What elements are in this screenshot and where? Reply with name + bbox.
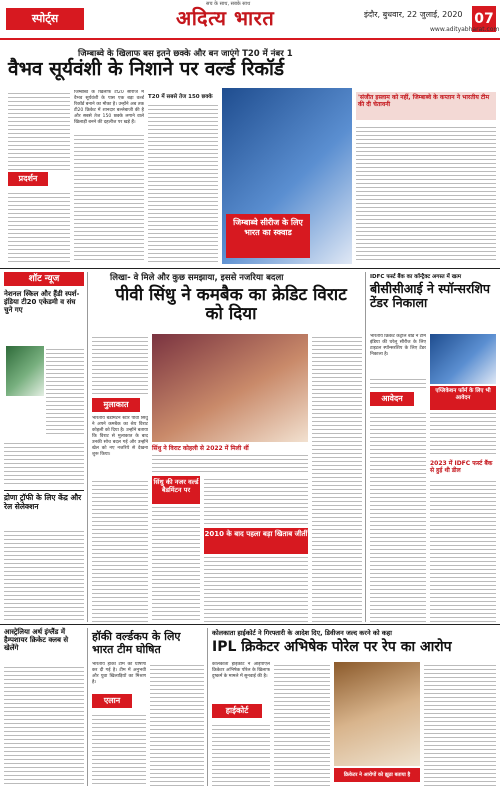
website-url: www.adityabharat.com (430, 26, 500, 33)
porel-photo-caption: क्रिकेटर ने आरोपों को झूठा बताया है (334, 768, 420, 782)
right-story-body: भारतीय क्रिकेट कंट्रोल बोर्ड ने टीम इंडिया की घरेलू सीरीज के लिए टाइटल स्पॉन्सरशिप के लिए टेंडर निकाला है। (370, 334, 426, 357)
top-story-col2 (74, 132, 144, 262)
right-story-label: आवेदन (370, 392, 414, 406)
left-divider (4, 490, 84, 491)
middle-story-kicker: लिखा- वे मिले और कुछ समझाया, इससे नजरिया बदला (110, 273, 284, 283)
porel-photo (334, 662, 420, 766)
right-story-headline: बीसीसीआई ने स्पॉन्सरशिप टेंडर निकाला (370, 281, 490, 310)
middle-story-sub1: सिंधु की नजर वर्ल्ड बैडमिंटन पर (152, 476, 200, 504)
left-item-1-body2 (4, 440, 84, 486)
middle-story-col1b (92, 478, 148, 622)
middle-story-caption-body (152, 452, 308, 472)
section-label: स्पोर्ट्स (6, 8, 84, 30)
top-story (8, 48, 496, 266)
middle-story-col3b (204, 554, 308, 622)
left-item-1-title: नेशनल स्किल और हैंडी स्पर्श-इंडिया टी20 एकेडमी व संघ चुने गए (4, 290, 80, 314)
right-story-kicker: IDFC फर्स्ट बैंक का कॉन्ट्रैक्ट अगस्त में खत्म (370, 274, 462, 280)
top-story-headline: वैभव सूर्यवंशी के निशाने पर वर्ल्ड रिकॉर्ड (8, 58, 285, 80)
middle-story-sub2: 2010 के बाद पहला बड़ा खिताब जीतीं (204, 528, 308, 554)
porel-story (212, 628, 496, 786)
middle-story (92, 272, 362, 622)
left-item-3-title: आस्ट्रेलिया अर्थ इंग्लैंड में हैम्पशायर क्रिकेट क्लब से खेलेंगे (4, 628, 69, 652)
top-story-photo-caption: जिम्बाब्वे सीरीज के लिए भारत का स्क्वाड (226, 214, 310, 258)
left-column-title: शॉट न्यूज (4, 272, 84, 286)
divider-2 (0, 624, 500, 625)
middle-story-body: भारतीय बैडमिंटन स्टार पीवी सिंधु ने अपने कमबैक का श्रेय विराट कोहली को दिया है। उन्होंने बताया कि विराट से मुलाकात के बाद उनकी सोच बदल गई और उन्होंने खेल को नए नजरिये से देखना शुरू किया। (92, 416, 148, 457)
top-story-label: प्रदर्शन (8, 172, 48, 186)
divider-1 (0, 268, 500, 269)
hockey-label: एलान (92, 694, 132, 708)
middle-story-headline: पीवी सिंधु ने कमबैक का क्रेडिट विराट को दिया (115, 285, 347, 324)
top-story-kicker: जिम्बाब्वे के खिलाफ बस इतने छक्के और बन जाएंगे T20 में नंबर 1 (78, 49, 293, 59)
middle-story-col3 (204, 476, 308, 526)
left-item-2-body (4, 528, 84, 622)
top-story-stats (148, 102, 218, 262)
hockey-story (92, 628, 204, 786)
sindhu-kohli-photo (152, 334, 308, 442)
porel-kicker: कोलकाता हाईकोर्ट ने गिरफ्तारी के आदेश दिए, डिवीजन जल्द करने को कहा (212, 629, 392, 637)
team-india-photo (430, 334, 496, 384)
porel-col1 (212, 722, 270, 786)
porel-body: कोलकाता हाईकोर्ट ने आईपीएल क्रिकेटर अभिषेक पोरेल के खिलाफ दुष्कर्म के मामले में सुनवाई की है। (212, 662, 270, 679)
middle-story-label: मुलाकात (92, 398, 140, 412)
right-story-col1b (370, 410, 426, 622)
hockey-body: भारतीय हॉकी टीम की घोषणा कर दी गई है। टीम में अनुभवी और युवा खिलाड़ियों का मिश्रण है। (92, 662, 146, 685)
porel-headline: IPL क्रिकेटर अभिषेक पोरेल पर रेप का आरोप (212, 639, 452, 655)
top-story-sidebar-body (356, 124, 496, 262)
left-column (4, 272, 84, 622)
top-story-sidebar-title: 'संजीत इस्लाम को नहीं, जिम्बाब्वे के कप्तान ने भारतीय टीम की दी चेतावनी (356, 92, 496, 120)
left-item-1-photo (6, 346, 44, 396)
page-number: 07 (472, 6, 496, 32)
top-story-col1 (8, 90, 70, 170)
middle-story-photo-caption: सिंधु ने विराट कोहली से 2022 में मिली थीं (152, 445, 249, 452)
right-story-col2b (430, 478, 496, 622)
newspaper-logo: अदित्य भारत (176, 6, 275, 30)
top-story-body: जिम्बाब्वे के खिलाफ टी20 सीरीज में वैभव सूर्यवंशी के पास एक बड़ा वर्ल्ड रिकॉर्ड बनाने का मौका है। उन्होंने अब तक टी20 क्रिकेट में शानदार बल्लेबाजी की है और सबसे तेज 150 छक्के लगाने वाले खिलाड़ी बनने की दहलीज पर खड़े हैं। (74, 90, 144, 125)
porel-label: हाईकोर्ट (212, 704, 262, 718)
left-item-2-title: द्रोणा ट्रॉफी के लिए केंद्र और रेल सेलेक्शन (4, 493, 82, 511)
right-story-sub: 2023 में IDFC फर्स्ट बैंक से हुई थी डील (430, 460, 493, 474)
left-item-1-body (46, 346, 84, 436)
col-rule-3 (87, 628, 88, 786)
hockey-col2 (150, 662, 204, 786)
right-story-col2 (430, 410, 496, 456)
right-story-col1 (370, 376, 426, 390)
porel-col2 (274, 662, 330, 786)
col-rule-1 (87, 272, 88, 622)
middle-story-col4 (312, 334, 362, 622)
hockey-col1 (92, 712, 146, 786)
top-story-col1b (8, 190, 70, 262)
right-story (370, 272, 496, 622)
col-rule-2 (365, 272, 366, 622)
col-rule-4 (207, 628, 208, 786)
hockey-headline: हॉकी वर्ल्डकप के लिए भारत टीम घोषित (92, 630, 181, 656)
middle-story-col2 (152, 504, 200, 622)
middle-story-col1 (92, 334, 148, 394)
top-story-stats-title: T20 में सबसे तेज 150 छक्के (148, 94, 213, 100)
porel-col3 (424, 662, 496, 786)
logo-tagline: सच के साथ, सबके साथ (206, 1, 251, 7)
left-item-3 (4, 628, 84, 786)
right-story-box-title: एप्लिकेशन फॉर्म के लिए भी आवेदन (430, 386, 496, 410)
masthead (0, 0, 500, 40)
left-item-3-body (4, 664, 84, 786)
dateline: इंदौर, बुधवार, 22 जुलाई, 2020 (364, 10, 463, 19)
